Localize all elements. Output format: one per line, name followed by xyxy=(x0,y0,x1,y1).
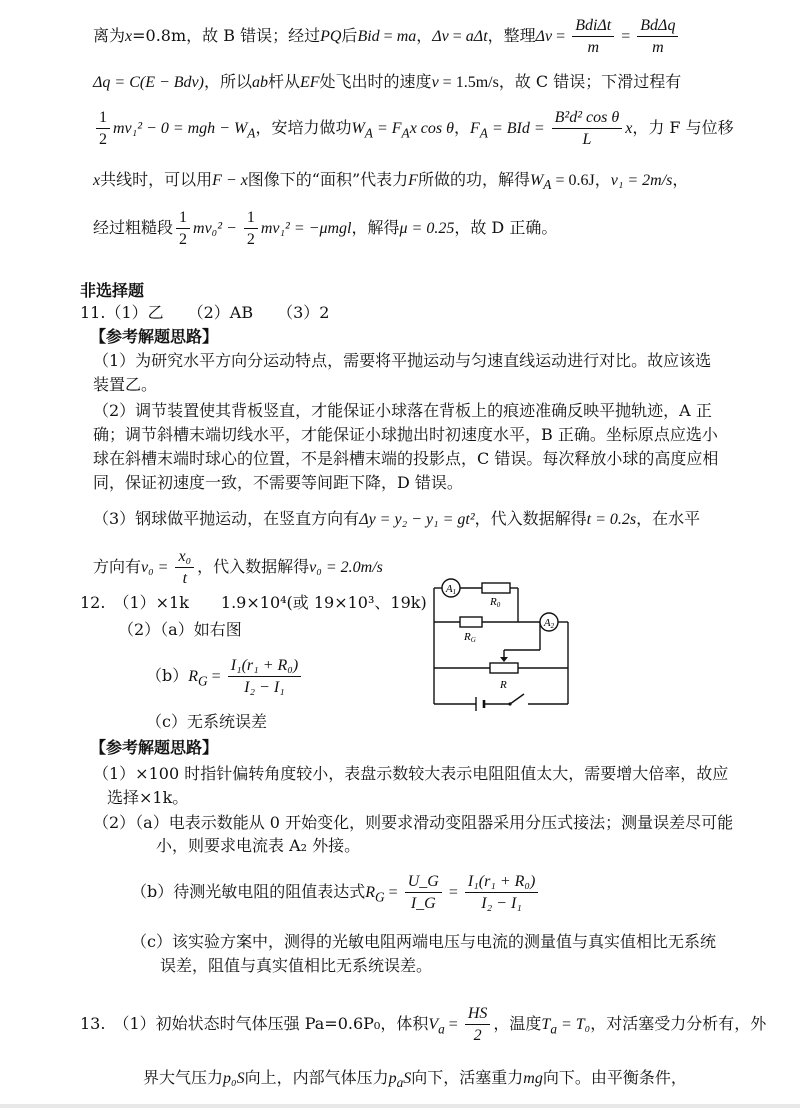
fraction xyxy=(175,547,194,588)
math-run: F − x xyxy=(212,172,248,189)
fraction xyxy=(96,108,110,149)
math-run: Δv xyxy=(432,28,449,46)
paragraph-line: 同，保证初速度一致，不需要等间距下降，D 错误。 xyxy=(93,473,463,492)
fraction-denominator: m xyxy=(652,39,664,57)
math-run: = C(E − Bdv) xyxy=(110,74,204,91)
fraction xyxy=(465,1004,491,1045)
text-run: =0.8m，故 B 错误；经过 xyxy=(132,26,321,46)
paragraph-line: （1）×100 时指针偏转角度较小，表盘示数较大表示电阻阻值太大，需要增大倍率，故应 xyxy=(93,764,729,783)
text-run: ， xyxy=(594,170,611,189)
paragraph-line: （1）为研究水平方向分运动特点，需要将平抛运动与匀速直线运动进行对比。故应该选 xyxy=(93,351,712,370)
math-run: t = 0.2s xyxy=(586,511,637,528)
page-bottom-edge xyxy=(0,1104,800,1108)
fraction-numerator: HS xyxy=(465,1004,491,1025)
text-run: ，解得 xyxy=(351,218,400,238)
math-run: mv₀² − xyxy=(193,220,241,238)
math-run: Bid xyxy=(357,28,380,46)
text-run: ，故 C 错误；下滑过程有 xyxy=(498,72,682,91)
math-subscript: A xyxy=(364,125,373,141)
math-run: mg xyxy=(523,1070,543,1087)
resistor-rg-icon xyxy=(460,617,482,627)
text-run: ，代入数据解得 xyxy=(197,557,310,577)
fraction xyxy=(176,208,190,249)
text-run: ，所以 xyxy=(203,72,252,91)
math-run: = xyxy=(444,884,462,902)
fraction-numerator: 1 xyxy=(176,208,190,229)
fraction xyxy=(244,208,258,249)
text-run: ，整理 xyxy=(487,26,536,46)
math-run: F xyxy=(470,120,480,138)
math-run: p₀S xyxy=(223,1070,245,1087)
math-run: aΔt xyxy=(465,28,488,46)
fraction-numerator: 1 xyxy=(96,108,110,129)
math-subscript: a xyxy=(438,1021,445,1037)
math-run: x cos θ xyxy=(409,120,454,138)
paragraph-line: 误差，阻值与真实值相比无系统误差。 xyxy=(160,956,433,975)
math-run: p xyxy=(388,1070,397,1087)
q12-formula-rg xyxy=(131,872,541,913)
text-line xyxy=(93,108,734,149)
q13-line-2 xyxy=(143,1068,687,1091)
text-run: 杆从 xyxy=(267,72,300,91)
fraction xyxy=(465,872,538,913)
text-line xyxy=(93,72,681,92)
fraction-denominator: I_G xyxy=(410,895,436,913)
math-run: v₀ = xyxy=(141,559,173,577)
math-run: S xyxy=(403,1070,412,1087)
paragraph-line: 确；调节斜槽末端切线水平，才能保证小球抛出时初速度水平，B 正确。坐标原点应选小 xyxy=(93,425,718,444)
fraction-denominator: L xyxy=(582,131,592,149)
math-run: PQ xyxy=(320,28,342,46)
fraction-numerator: B²d² cos θ xyxy=(552,108,623,129)
text-run: 所做的功，解得 xyxy=(417,170,530,189)
slider-arrow-icon xyxy=(500,657,508,662)
math-run: EF xyxy=(300,74,320,91)
text-run: 向下。由平衡条件， xyxy=(542,1068,687,1087)
math-run: x xyxy=(93,172,101,189)
text-run: ，温度 xyxy=(493,1014,542,1034)
text-run: ，对活塞受力分析有，外 xyxy=(590,1014,767,1034)
math-run: = xyxy=(552,28,570,46)
q13-line-1 xyxy=(80,1004,766,1045)
math-run: V xyxy=(428,1016,439,1034)
label-r0: R0 xyxy=(490,596,501,609)
math-subscript: A xyxy=(479,125,488,141)
q11-hint-label: 【参考解题思路】 xyxy=(90,327,219,346)
math-run: T xyxy=(541,1016,551,1034)
math-run: W xyxy=(529,172,544,189)
label-rg: RG xyxy=(464,631,476,644)
math-run: v₀ = 2.0m/s xyxy=(309,559,383,577)
text-run: ，故 D 正确。 xyxy=(454,218,558,238)
math-run: W xyxy=(351,120,365,138)
text-run: 向下，活塞重力 xyxy=(411,1068,524,1087)
text-line xyxy=(93,208,557,249)
text-run: 方向有 xyxy=(93,557,142,577)
math-run: = xyxy=(444,1016,462,1034)
fraction-numerator: x₀ xyxy=(175,547,194,568)
q12-answer-1: 12. （1）×1k 1.9×10⁴(或 19×10³、19k) xyxy=(80,593,427,612)
text-line xyxy=(93,547,383,588)
math-run: μ = 0.25 xyxy=(399,220,455,238)
text-run: 后 xyxy=(341,26,358,46)
math-run: x xyxy=(125,28,133,46)
math-run: ma xyxy=(396,28,417,46)
text-run: （3）钢球做平抛运动，在竖直方向有 xyxy=(93,509,360,528)
math-run: v₁ = 2m/s xyxy=(610,172,673,189)
paragraph-line: 小，则要求电流表 A₂ 外接。 xyxy=(156,836,361,855)
text-line xyxy=(93,509,700,529)
switch-icon xyxy=(508,702,511,705)
q11-answer: 11.（1）乙 （2）AB （3）2 xyxy=(80,303,330,322)
text-line xyxy=(93,170,688,193)
math-run: = xyxy=(207,668,225,686)
math-run: R xyxy=(365,884,376,902)
text-run: ， xyxy=(416,26,433,46)
text-run: 离为 xyxy=(93,26,126,46)
fraction-denominator: 2 xyxy=(246,231,255,249)
section-title: 非选择题 xyxy=(80,281,145,300)
math-run: Δv xyxy=(535,28,553,46)
math-subscript: A xyxy=(543,177,552,193)
text-run: （b） xyxy=(146,666,189,686)
math-subscript: a xyxy=(550,1021,557,1037)
math-subscript: A xyxy=(401,125,410,141)
paragraph-line: （2）调节装置使其背板竖直，才能保证小球落在背板上的痕迹准确反映平抛轨迹，A 正 xyxy=(93,401,712,420)
text-line xyxy=(93,16,681,57)
math-run: mv₁² = −μmgl xyxy=(260,220,352,238)
paragraph-line: 装置乙。 xyxy=(93,375,158,394)
fraction-numerator: U_G xyxy=(405,872,442,893)
q12-answer-c: （c）无系统误差 xyxy=(146,712,267,731)
math-run: v xyxy=(431,74,439,91)
resistor-r0-icon xyxy=(482,583,510,593)
math-run: = 1.5m/s xyxy=(438,74,499,91)
text-run: ，在水平 xyxy=(636,509,701,528)
fraction-denominator: 2 xyxy=(99,131,107,149)
rheostat-r-icon xyxy=(490,663,518,673)
fraction-numerator: 1 xyxy=(244,208,258,229)
text-run: （b）待测光敏电阻的阻值表达式 xyxy=(131,882,366,902)
text-run: 界大气压力 xyxy=(143,1068,224,1087)
math-run: Δq xyxy=(93,74,111,91)
math-run: = xyxy=(448,28,466,46)
text-run: 处飞出时的速度 xyxy=(319,72,432,91)
math-run: x xyxy=(625,120,633,138)
text-run: ，安培力做功 xyxy=(255,118,352,138)
fraction-denominator: 2 xyxy=(473,1027,482,1045)
text-run: 向上，内部气体压力 xyxy=(244,1068,389,1087)
label-a2: A2 xyxy=(543,617,555,630)
math-run: = 0.6J xyxy=(551,172,595,189)
fraction xyxy=(552,108,623,149)
paragraph-line: （2）（a）电表示数能从 0 开始变化，则要求滑动变阻器采用分压式接法；测量误差尽可能 xyxy=(93,813,734,832)
math-subscript: G xyxy=(198,673,208,689)
text-run: 图像下的“面积”代表力 xyxy=(247,170,409,189)
fraction-denominator: 2 xyxy=(179,231,188,249)
math-run: Δy = y₂ − y₁ = gt² xyxy=(359,511,475,528)
math-run: = xyxy=(384,884,402,902)
paragraph-line: （c）该实验方案中，测得的光敏电阻两端电压与电流的测量值与真实值相比无系统 xyxy=(131,932,716,951)
label-r: R xyxy=(500,679,507,691)
text-run: ，代入数据解得 xyxy=(474,509,587,528)
text-run: 经过粗糙段 xyxy=(93,218,174,238)
fraction-numerator: I₁(r₁ + R₀) xyxy=(228,656,301,677)
math-run: mv₁² − 0 = mgh − W xyxy=(113,120,248,138)
fraction xyxy=(405,872,442,913)
math-subscript: A xyxy=(247,125,256,141)
math-subscript: a xyxy=(396,1075,404,1091)
text-run: 共线时，可以用 xyxy=(100,170,213,189)
math-run: = xyxy=(379,28,397,46)
fraction-denominator: I₂ − I₁ xyxy=(481,895,522,913)
math-run: R xyxy=(188,668,199,686)
label-a1: A1 xyxy=(445,583,457,596)
text-run: 13. （1）初始状态时气体压强 Pa=0.6P₀，体积 xyxy=(80,1014,429,1034)
paragraph-line: 球在斜槽末端时球心的位置，不是斜槽末端的投影点，C 错误。每次释放小球的高度应相 xyxy=(93,449,719,468)
fraction-denominator: t xyxy=(182,570,188,588)
fraction-numerator: I₁(r₁ + R₀) xyxy=(465,872,538,893)
fraction xyxy=(228,656,301,697)
fraction-denominator: I₂ − I₁ xyxy=(244,679,285,697)
fraction-numerator: BdiΔt xyxy=(572,16,614,37)
fraction xyxy=(572,16,614,57)
text-run: ， xyxy=(672,170,689,189)
q12-formula-b xyxy=(146,656,304,697)
fraction-numerator: BdΔq xyxy=(637,16,678,37)
math-run: = T₀ xyxy=(556,1016,591,1034)
math-run: = BId = xyxy=(487,120,549,138)
math-subscript: G xyxy=(375,889,385,905)
fraction xyxy=(637,16,678,57)
circuit-diagram xyxy=(420,570,590,720)
paragraph-line: 选择×1k。 xyxy=(107,788,189,807)
text-run: ， xyxy=(453,118,470,138)
fraction-denominator: m xyxy=(587,39,599,57)
math-run: = F xyxy=(372,120,402,138)
text-run: ，力 F 与位移 xyxy=(632,118,734,138)
math-run: F xyxy=(408,172,418,189)
q12-hint-label: 【参考解题思路】 xyxy=(90,738,219,757)
math-run: = xyxy=(617,28,635,46)
math-run: ab xyxy=(251,74,268,91)
q12-answer-2: （2）（a）如右图 xyxy=(118,620,242,639)
